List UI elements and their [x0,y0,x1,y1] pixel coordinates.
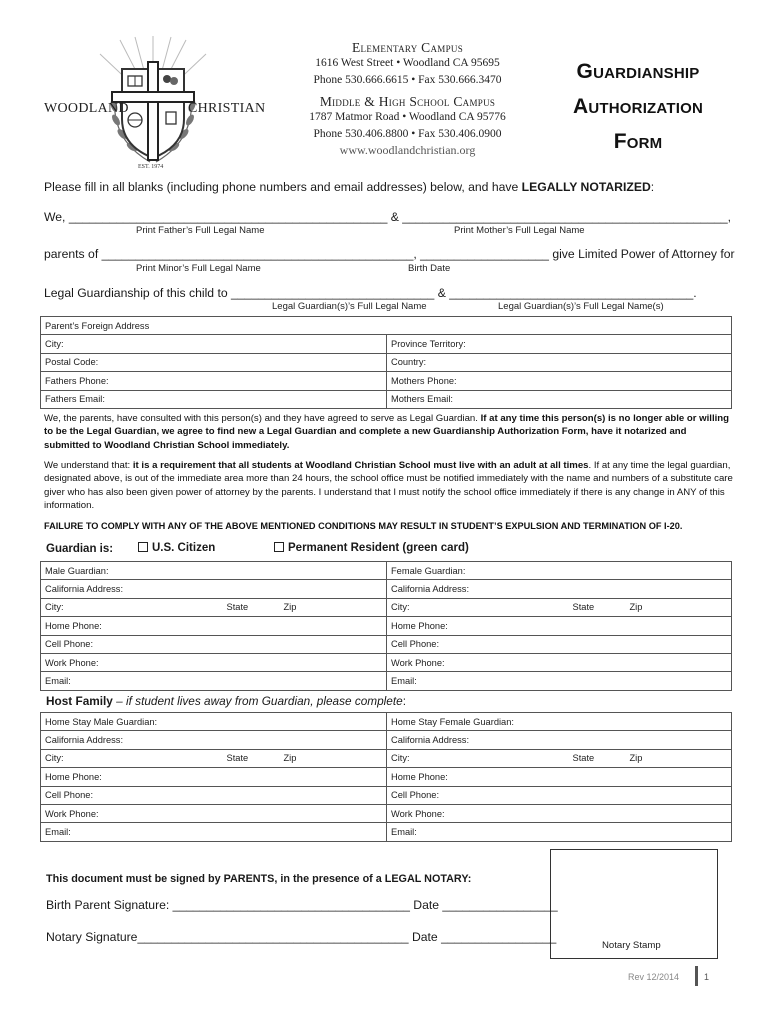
logo-text-left: WOODLAND [44,101,129,116]
form-title-line3: Form [613,130,663,153]
school-logo [40,34,266,174]
host-male-cell-phone-field[interactable]: Cell Phone: [41,786,387,804]
table-row [41,823,732,841]
host-family-table [40,712,732,842]
intro-bold: LEGALLY NOTARIZED [521,180,651,194]
guardian-female-work-phone-field[interactable]: Work Phone: [387,653,732,671]
city-label: City: [45,753,64,764]
table-row [41,672,732,690]
consent-p2-bold: it is a requirement that all students at Woodland Christian School must live with an adult at all times [132,460,589,471]
table-row [41,598,732,616]
host-family-end: : [402,694,406,708]
state-label: State [226,602,249,613]
permanent-resident-label: Permanent Resident (green card) [288,542,469,554]
city-label: City: [45,602,64,613]
zip-label: Zip [629,602,643,613]
guardian-male-cell-phone-field[interactable]: Cell Phone: [41,635,387,653]
state-label: State [572,753,595,764]
permanent-resident-checkbox[interactable] [274,542,284,552]
host-female-email-field[interactable]: Email: [387,823,732,841]
guardian-name-line[interactable]: Legal Guardianship of this child to ______________________________ & ____________________________________. [44,286,697,300]
page-number: 1 [704,972,710,982]
consent-paragraph-2 [44,459,734,512]
consent-p2-text-a: We understand that: [44,460,133,471]
logo-established: EST. 1974 [138,164,164,170]
form-title-line2: Authorization [573,95,703,118]
province-field[interactable]: Province Territory: [387,335,732,353]
intro-instructions [44,180,654,194]
host-male-city-field[interactable] [41,749,387,767]
guardian-is-label: Guardian is: [46,543,114,555]
country-field[interactable]: Country: [387,353,732,371]
middle-high-campus-title: Middle & High School Campus [319,94,496,109]
elementary-campus-phone: Phone 530.666.6615 • Fax 530.666.3470 [313,74,502,86]
signature-notice: This document must be signed by PARENTS, in the presence of a LEGAL NOTARY: [46,873,472,885]
city-label: City: [391,753,410,764]
guardian-table [40,561,732,691]
table-row [41,786,732,804]
consent-paragraph-1 [44,412,734,452]
us-citizen-label: U.S. Citizen [152,542,216,554]
table-row [41,335,732,353]
table-row [41,580,732,598]
male-guardian-field[interactable]: Male Guardian: [41,562,387,580]
birth-date-label: Birth Date [408,263,451,274]
failure-warning: FAILURE TO COMPLY WITH ANY OF THE ABOVE MENTIONED CONDITIONS MAY RESULT IN STUDENT’S EXPULSION AND TERMINATION OF I-20. [44,521,683,531]
host-family-title: Host Family [46,694,113,708]
mother-name-label: Print Mother’s Full Legal Name [454,225,585,236]
mothers-phone-field[interactable]: Mothers Phone: [387,372,732,390]
guardian-female-city-field[interactable] [387,598,732,616]
guardian-male-home-phone-field[interactable]: Home Phone: [41,617,387,635]
minor-name-label: Print Minor’s Full Legal Name [136,263,261,274]
zip-label: Zip [283,753,297,764]
fathers-email-field[interactable]: Fathers Email: [41,390,387,408]
table-row [41,713,732,731]
zip-label: Zip [629,753,643,764]
minor-name-line[interactable]: parents of ______________________________________________, ___________________ give Limited Power of Attorney for [44,247,735,261]
elementary-campus-address: 1616 West Street • Woodland CA 95695 [315,57,500,69]
guardian-male-city-field[interactable] [41,598,387,616]
notary-stamp-label: Notary Stamp [602,940,661,951]
state-label: State [572,602,595,613]
guardian-female-address-field[interactable]: California Address: [387,580,732,598]
notary-signature-line[interactable]: Notary Signature________________________________________ Date _________________ [46,930,557,944]
host-male-email-field[interactable]: Email: [41,823,387,841]
foreign-address-field[interactable]: Parent’s Foreign Address [41,317,732,335]
guardian-female-home-phone-field[interactable]: Home Phone: [387,617,732,635]
revision-label: Rev 12/2014 [628,972,680,982]
table-row [41,749,732,767]
host-family-subtitle: – if student lives away from Guardian, please complete [112,694,403,708]
home-stay-male-field[interactable]: Home Stay Male Guardian: [41,713,387,731]
consent-p1-text: We, the parents, have consulted with this person(s) and they have agreed to serve as Legal Guardian. [44,413,481,424]
host-female-work-phone-field[interactable]: Work Phone: [387,804,732,822]
host-male-home-phone-field[interactable]: Home Phone: [41,768,387,786]
consent-p1-bold: If at any time this person(s) is no longer able or willing to be the Legal Guardian, we agree to find new a Legal Guardian and complete a new Guardianship Authorization Form, have it notarized and submitted to Woodland Christian School immediately. [44,413,730,451]
school-website-link[interactable]: www.woodlandchristian.org [339,143,476,157]
guardian2-name-label: Legal Guardian(s)’s Full Legal Name(s) [498,301,664,312]
middle-high-campus-block [300,94,515,142]
logo-text-right: CHRISTIAN [188,101,266,116]
host-female-address-field[interactable]: California Address: [387,731,732,749]
table-row [41,372,732,390]
table-row [41,353,732,371]
table-row [41,317,732,335]
intro-end: : [650,180,655,194]
guardian-female-email-field[interactable]: Email: [387,672,732,690]
city-label: City: [391,602,410,613]
table-row [41,617,732,635]
elementary-campus-block [300,40,515,88]
guardian-female-cell-phone-field[interactable]: Cell Phone: [387,635,732,653]
mothers-email-field[interactable]: Mothers Email: [387,390,732,408]
foreign-address-table [40,316,732,409]
us-citizen-checkbox[interactable] [138,542,148,552]
form-title-line1: Guardianship [576,60,700,83]
birth-parent-signature-line[interactable]: Birth Parent Signature: ___________________________________ Date _________________ [46,898,558,912]
host-male-work-phone-field[interactable]: Work Phone: [41,804,387,822]
permanent-resident-option[interactable] [274,542,469,554]
us-citizen-option[interactable] [138,542,215,554]
host-female-home-phone-field[interactable]: Home Phone: [387,768,732,786]
foreign-city-field[interactable]: City: [41,335,387,353]
guardian-male-work-phone-field[interactable]: Work Phone: [41,653,387,671]
host-family-heading [46,694,406,708]
host-female-cell-phone-field[interactable]: Cell Phone: [387,786,732,804]
consent-p2-text-b: . If at any time the legal guardian, designated above, is out of the immediate area more than 24 hours, the school office must be notified immediately with the name and numbers of a substitute care giver who has also been given power of attorney by the parents. I understand that I must notify the school office immediately if there is any change in ANY of this information. [44,460,733,511]
table-row [41,653,732,671]
table-row [41,731,732,749]
home-stay-female-field[interactable]: Home Stay Female Guardian: [387,713,732,731]
parents-name-line[interactable]: We, _______________________________________________ & ________________________________________________, [44,210,732,224]
middle-high-campus-phone: Phone 530.406.8800 • Fax 530.406.0900 [313,128,502,140]
table-row [41,804,732,822]
table-row [41,635,732,653]
guardian1-name-label: Legal Guardian(s)’s Full Legal Name [272,301,427,312]
footer-divider [695,966,698,986]
postal-code-field[interactable]: Postal Code: [41,353,387,371]
zip-label: Zip [283,602,297,613]
female-guardian-field[interactable]: Female Guardian: [387,562,732,580]
middle-high-campus-address: 1787 Matmor Road • Woodland CA 95776 [309,111,506,123]
intro-text: Please fill in all blanks (including phone numbers and email addresses) below, and have [44,180,522,194]
host-female-city-field[interactable] [387,749,732,767]
table-row [41,390,732,408]
fathers-phone-field[interactable]: Fathers Phone: [41,372,387,390]
father-name-label: Print Father’s Full Legal Name [136,225,265,236]
guardian-male-email-field[interactable]: Email: [41,672,387,690]
elementary-campus-title: Elementary Campus [351,40,463,55]
table-row [41,768,732,786]
guardian-male-address-field[interactable]: California Address: [41,580,387,598]
state-label: State [226,753,249,764]
host-male-address-field[interactable]: California Address: [41,731,387,749]
table-row [41,562,732,580]
